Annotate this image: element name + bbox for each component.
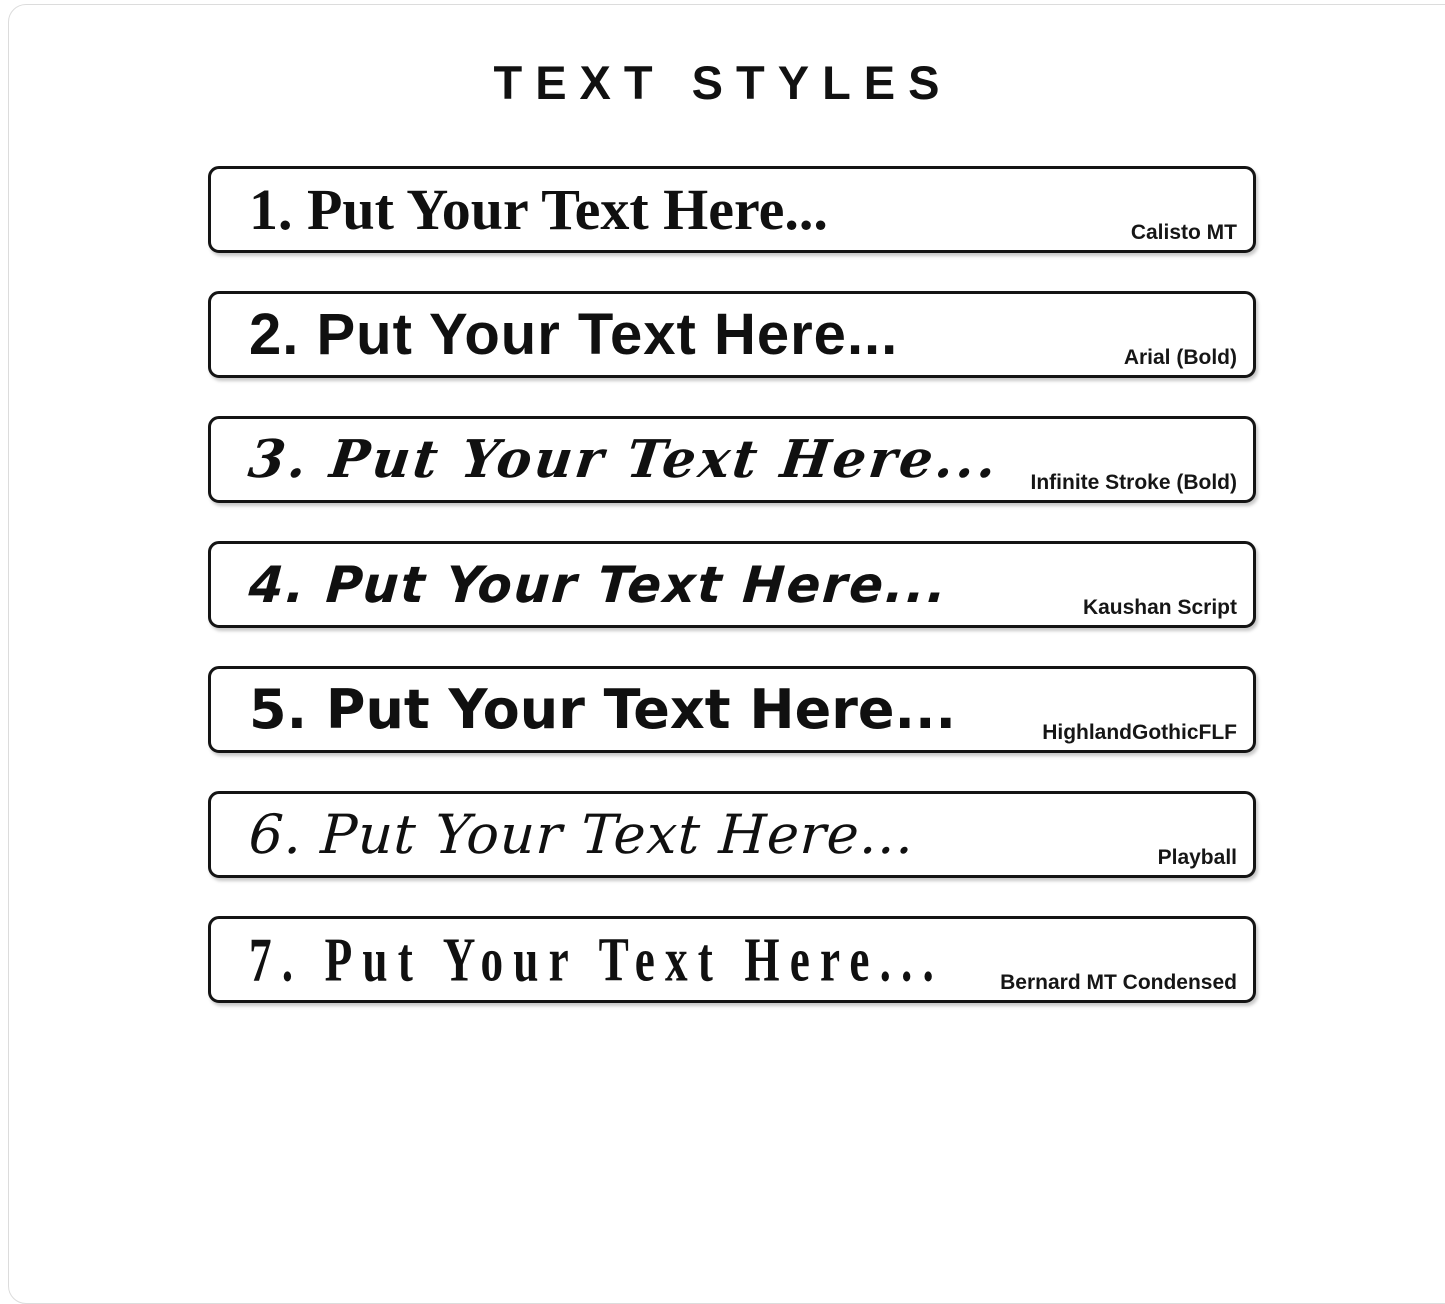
text-style-option-2 xyxy=(208,291,1256,378)
sample-text-highlandgothicflf: 5. Put Your Text Here... xyxy=(249,677,956,741)
sample-text-bernard-mt-condensed: 7. Put Your Text Here... xyxy=(249,923,944,995)
font-name-label: Arial (Bold) xyxy=(1123,346,1237,369)
text-style-option-5 xyxy=(208,666,1256,753)
text-style-option-1 xyxy=(208,166,1256,253)
font-name-label: Kaushan Script xyxy=(1082,596,1237,619)
page-title: TEXT STYLES xyxy=(493,56,953,109)
text-styles-list xyxy=(208,166,1256,1003)
sample-text-playball: 6. Put Your Text Here... xyxy=(247,802,916,866)
sample-text-kaushan-script: 4. Put Your Text Here... xyxy=(246,555,951,614)
font-name-label: HighlandGothicFLF xyxy=(1042,721,1237,744)
text-style-option-6 xyxy=(208,791,1256,878)
font-name-label: Infinite Stroke (Bold) xyxy=(1030,471,1237,494)
text-style-option-4 xyxy=(208,541,1256,628)
font-name-label: Bernard MT Condensed xyxy=(1000,971,1237,994)
font-name-label: Playball xyxy=(1157,846,1237,869)
text-style-option-3 xyxy=(208,416,1256,503)
sample-text-arial-bold: 2. Put Your Text Here... xyxy=(249,301,899,367)
sample-text-calisto-mt: 1. Put Your Text Here... xyxy=(249,176,828,242)
sample-text-infinite-stroke: 3. Put Your Text Here... xyxy=(245,428,1003,490)
font-name-label: Calisto MT xyxy=(1130,221,1237,244)
page-card xyxy=(8,4,1445,1304)
text-style-option-7 xyxy=(208,916,1256,1003)
